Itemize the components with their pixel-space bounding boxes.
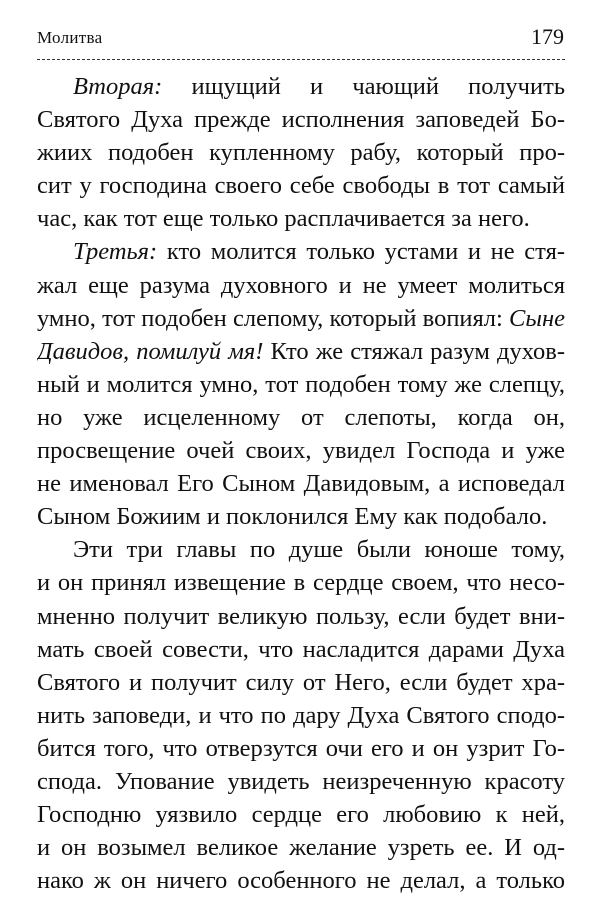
page-body	[37, 70, 565, 897]
italic-text: Сыне	[509, 304, 565, 332]
text-line	[37, 70, 565, 103]
text-line	[37, 732, 565, 765]
text-segment: нако ж он ничего особенного не делал, а только	[37, 867, 565, 895]
text-segment: спода. Упование увидеть неизреченную красоту	[37, 767, 565, 795]
text-segment: умно, тот подобен слепому, который вопиял:	[37, 304, 510, 332]
text-line	[37, 368, 565, 401]
text-segment: Господню уязвило сердце его любовию к ней,	[37, 801, 565, 829]
text-segment: Святого и получит силу от Него, если будет хра-	[37, 668, 565, 696]
text-line	[37, 798, 565, 831]
text-segment: не именовал Его Сыном Давидовым, а исповедал	[37, 470, 565, 498]
text-line	[37, 566, 565, 599]
text-line	[37, 633, 565, 666]
text-segment: жиих подобен купленному рабу, который про-	[37, 139, 565, 167]
text-segment: Святого Духа прежде исполнения заповедей Бо-	[37, 106, 565, 134]
text-segment: сит у господина своего себе свободы в тот самый	[37, 172, 565, 200]
italic-text: Давидов, помилуй мя!	[37, 337, 264, 365]
text-segment: час, как тот еще только расплачивается за него.	[37, 205, 530, 233]
text-line	[37, 269, 565, 302]
text-line	[37, 831, 565, 864]
text-segment: но уже исцеленному от слепоты, когда он,	[37, 403, 565, 431]
text-line	[37, 600, 565, 633]
text-line	[37, 500, 565, 533]
text-line	[37, 103, 565, 136]
text-line	[37, 666, 565, 699]
text-line	[37, 136, 565, 169]
text-line	[37, 335, 565, 368]
text-line	[37, 699, 565, 732]
text-line	[37, 434, 565, 467]
text-segment: Эти три главы по душе были юноше тому,	[73, 536, 565, 564]
text-line	[37, 235, 565, 268]
header-divider	[37, 59, 565, 60]
text-line	[37, 467, 565, 500]
text-segment: просвещение очей своих, увидел Господа и уже	[37, 437, 565, 465]
text-segment: кто молится только устами и не стя-	[157, 238, 565, 266]
italic-text: Вторая:	[73, 73, 163, 100]
running-title: Молитва	[37, 28, 103, 47]
text-segment: ищущий и чающий получить	[191, 73, 565, 100]
text-line	[37, 302, 565, 335]
text-segment: Сыном Божиим и поклонился Ему как подобало.	[37, 503, 548, 531]
text-segment: ный и молится умно, тот подобен тому же слепцу,	[37, 370, 565, 398]
text-line	[37, 533, 565, 566]
text-segment: и он возымел великое желание узреть ее. И од-	[37, 834, 565, 862]
text-segment: мненно получит великую пользу, если будет вни-	[37, 602, 565, 630]
text-segment: Кто же стяжал разум духов-	[263, 337, 565, 365]
text-line	[37, 169, 565, 202]
text-segment: жал еще разума духовного и не умеет молиться	[37, 271, 565, 299]
text-line	[37, 401, 565, 434]
italic-text: Третья:	[73, 238, 158, 266]
text-segment: нить заповеди, и что по дару Духа Святого сподо-	[37, 701, 565, 729]
text-segment: мать своей совести, что насладится дарами Духа	[37, 635, 565, 663]
text-segment: бится того, что отверзутся очи его и он узрит Го-	[37, 734, 565, 762]
text-line	[37, 202, 565, 235]
paragraph	[37, 533, 565, 897]
text-segment: и он принял извещение в сердце своем, что несо-	[37, 569, 565, 597]
page-number: 179	[531, 24, 564, 49]
text-line	[37, 864, 565, 897]
text-line	[37, 765, 565, 798]
paragraph	[37, 70, 565, 235]
paragraph	[37, 235, 565, 533]
